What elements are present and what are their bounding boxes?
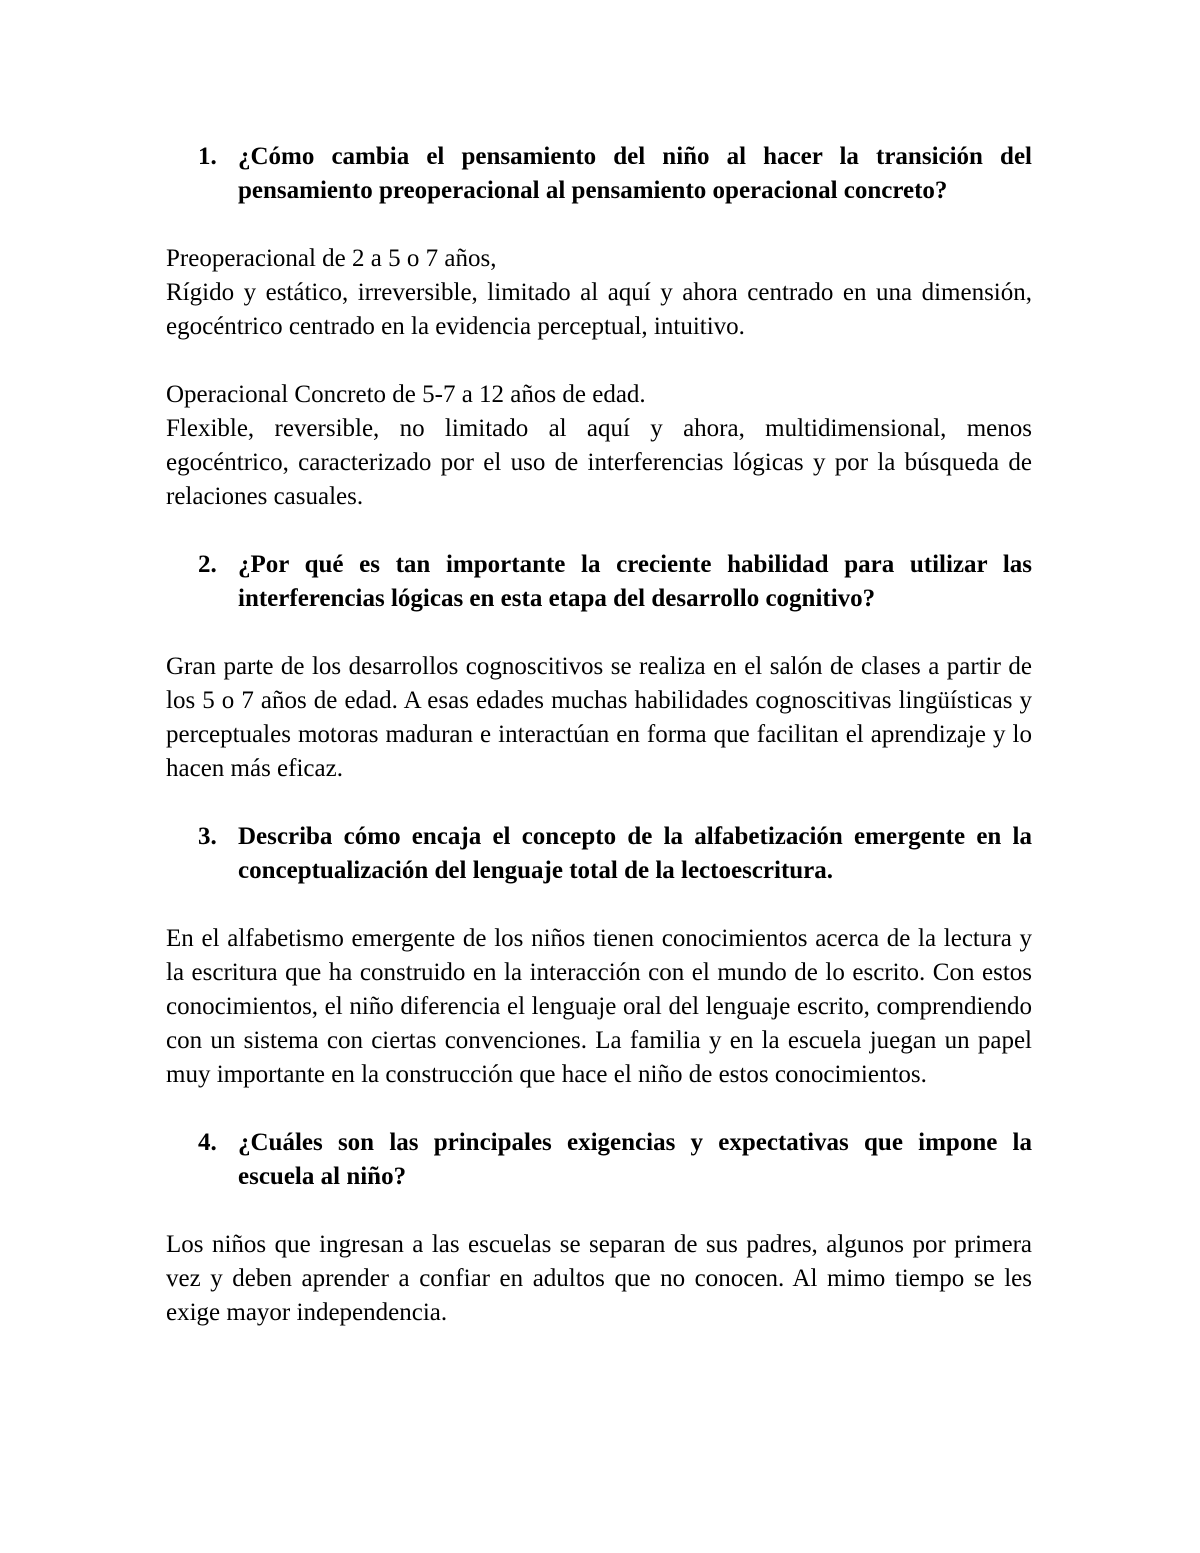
question-2-text: ¿Por qué es tan importante la creciente habilidad para utilizar las interferencias lógicas en esta etapa del desarrollo cognitivo? xyxy=(238,551,1032,612)
question-3 xyxy=(166,820,1032,888)
question-2-number: 2. xyxy=(198,551,217,578)
answer-3-paragraph-1: En el alfabetismo emergente de los niños tienen conocimientos acerca de la lectura y la escritura que ha construido en la interacción con el mundo de lo escrito. Con estos conocimientos, el niño diferencia el lenguaje oral del lenguaje escrito, comprendiendo con un sistema con ciertas convenciones. La familia y en la escuela juegan un papel muy importante en la construcción que hace el niño de estos conocimientos. xyxy=(166,925,1032,1088)
answer-1-paragraph-2: Rígido y estático, irreversible, limitado al aquí y ahora centrado en una dimensión, egocéntrico centrado en la evidencia perceptual, intuitivo. xyxy=(166,279,1032,340)
answer-1-paragraph-1: Preoperacional de 2 a 5 o 7 años, xyxy=(166,245,497,272)
question-1 xyxy=(166,140,1032,208)
question-2 xyxy=(166,548,1032,616)
answer-4-paragraph-1: Los niños que ingresan a las escuelas se separan de sus padres, algunos por primera vez y deben aprender a confiar en adultos que no conocen. Al mimo tiempo se les exige mayor independencia. xyxy=(166,1231,1032,1326)
question-3-number: 3. xyxy=(198,823,217,850)
answer-1-paragraph-4: Flexible, reversible, no limitado al aquí y ahora, multidimensional, menos egocéntrico, caracterizado por el uso de interferencias lógicas y por la búsqueda de relaciones casuales. xyxy=(166,415,1032,510)
question-1-number: 1. xyxy=(198,143,217,170)
answer-1-paragraph-3: Operacional Concreto de 5-7 a 12 años de edad. xyxy=(166,381,646,408)
question-4-text: ¿Cuáles son las principales exigencias y expectativas que impone la escuela al niño? xyxy=(238,1129,1032,1190)
question-3-text: Describa cómo encaja el concepto de la alfabetización emergente en la conceptualización del lenguaje total de la lectoescritura. xyxy=(238,823,1032,884)
question-4 xyxy=(166,1126,1032,1194)
question-4-number: 4. xyxy=(198,1129,217,1156)
answer-2-paragraph-1: Gran parte de los desarrollos cognoscitivos se realiza en el salón de clases a partir de los 5 o 7 años de edad. A esas edades muchas habilidades cognoscitivas lingüísticas y perceptuales motoras maduran e interactúan en forma que facilitan el aprendizaje y lo hacen más eficaz. xyxy=(166,653,1032,782)
question-1-text: ¿Cómo cambia el pensamiento del niño al hacer la transición del pensamiento preoperacional al pensamiento operacional concreto? xyxy=(238,143,1032,204)
document-page xyxy=(166,140,1032,1330)
